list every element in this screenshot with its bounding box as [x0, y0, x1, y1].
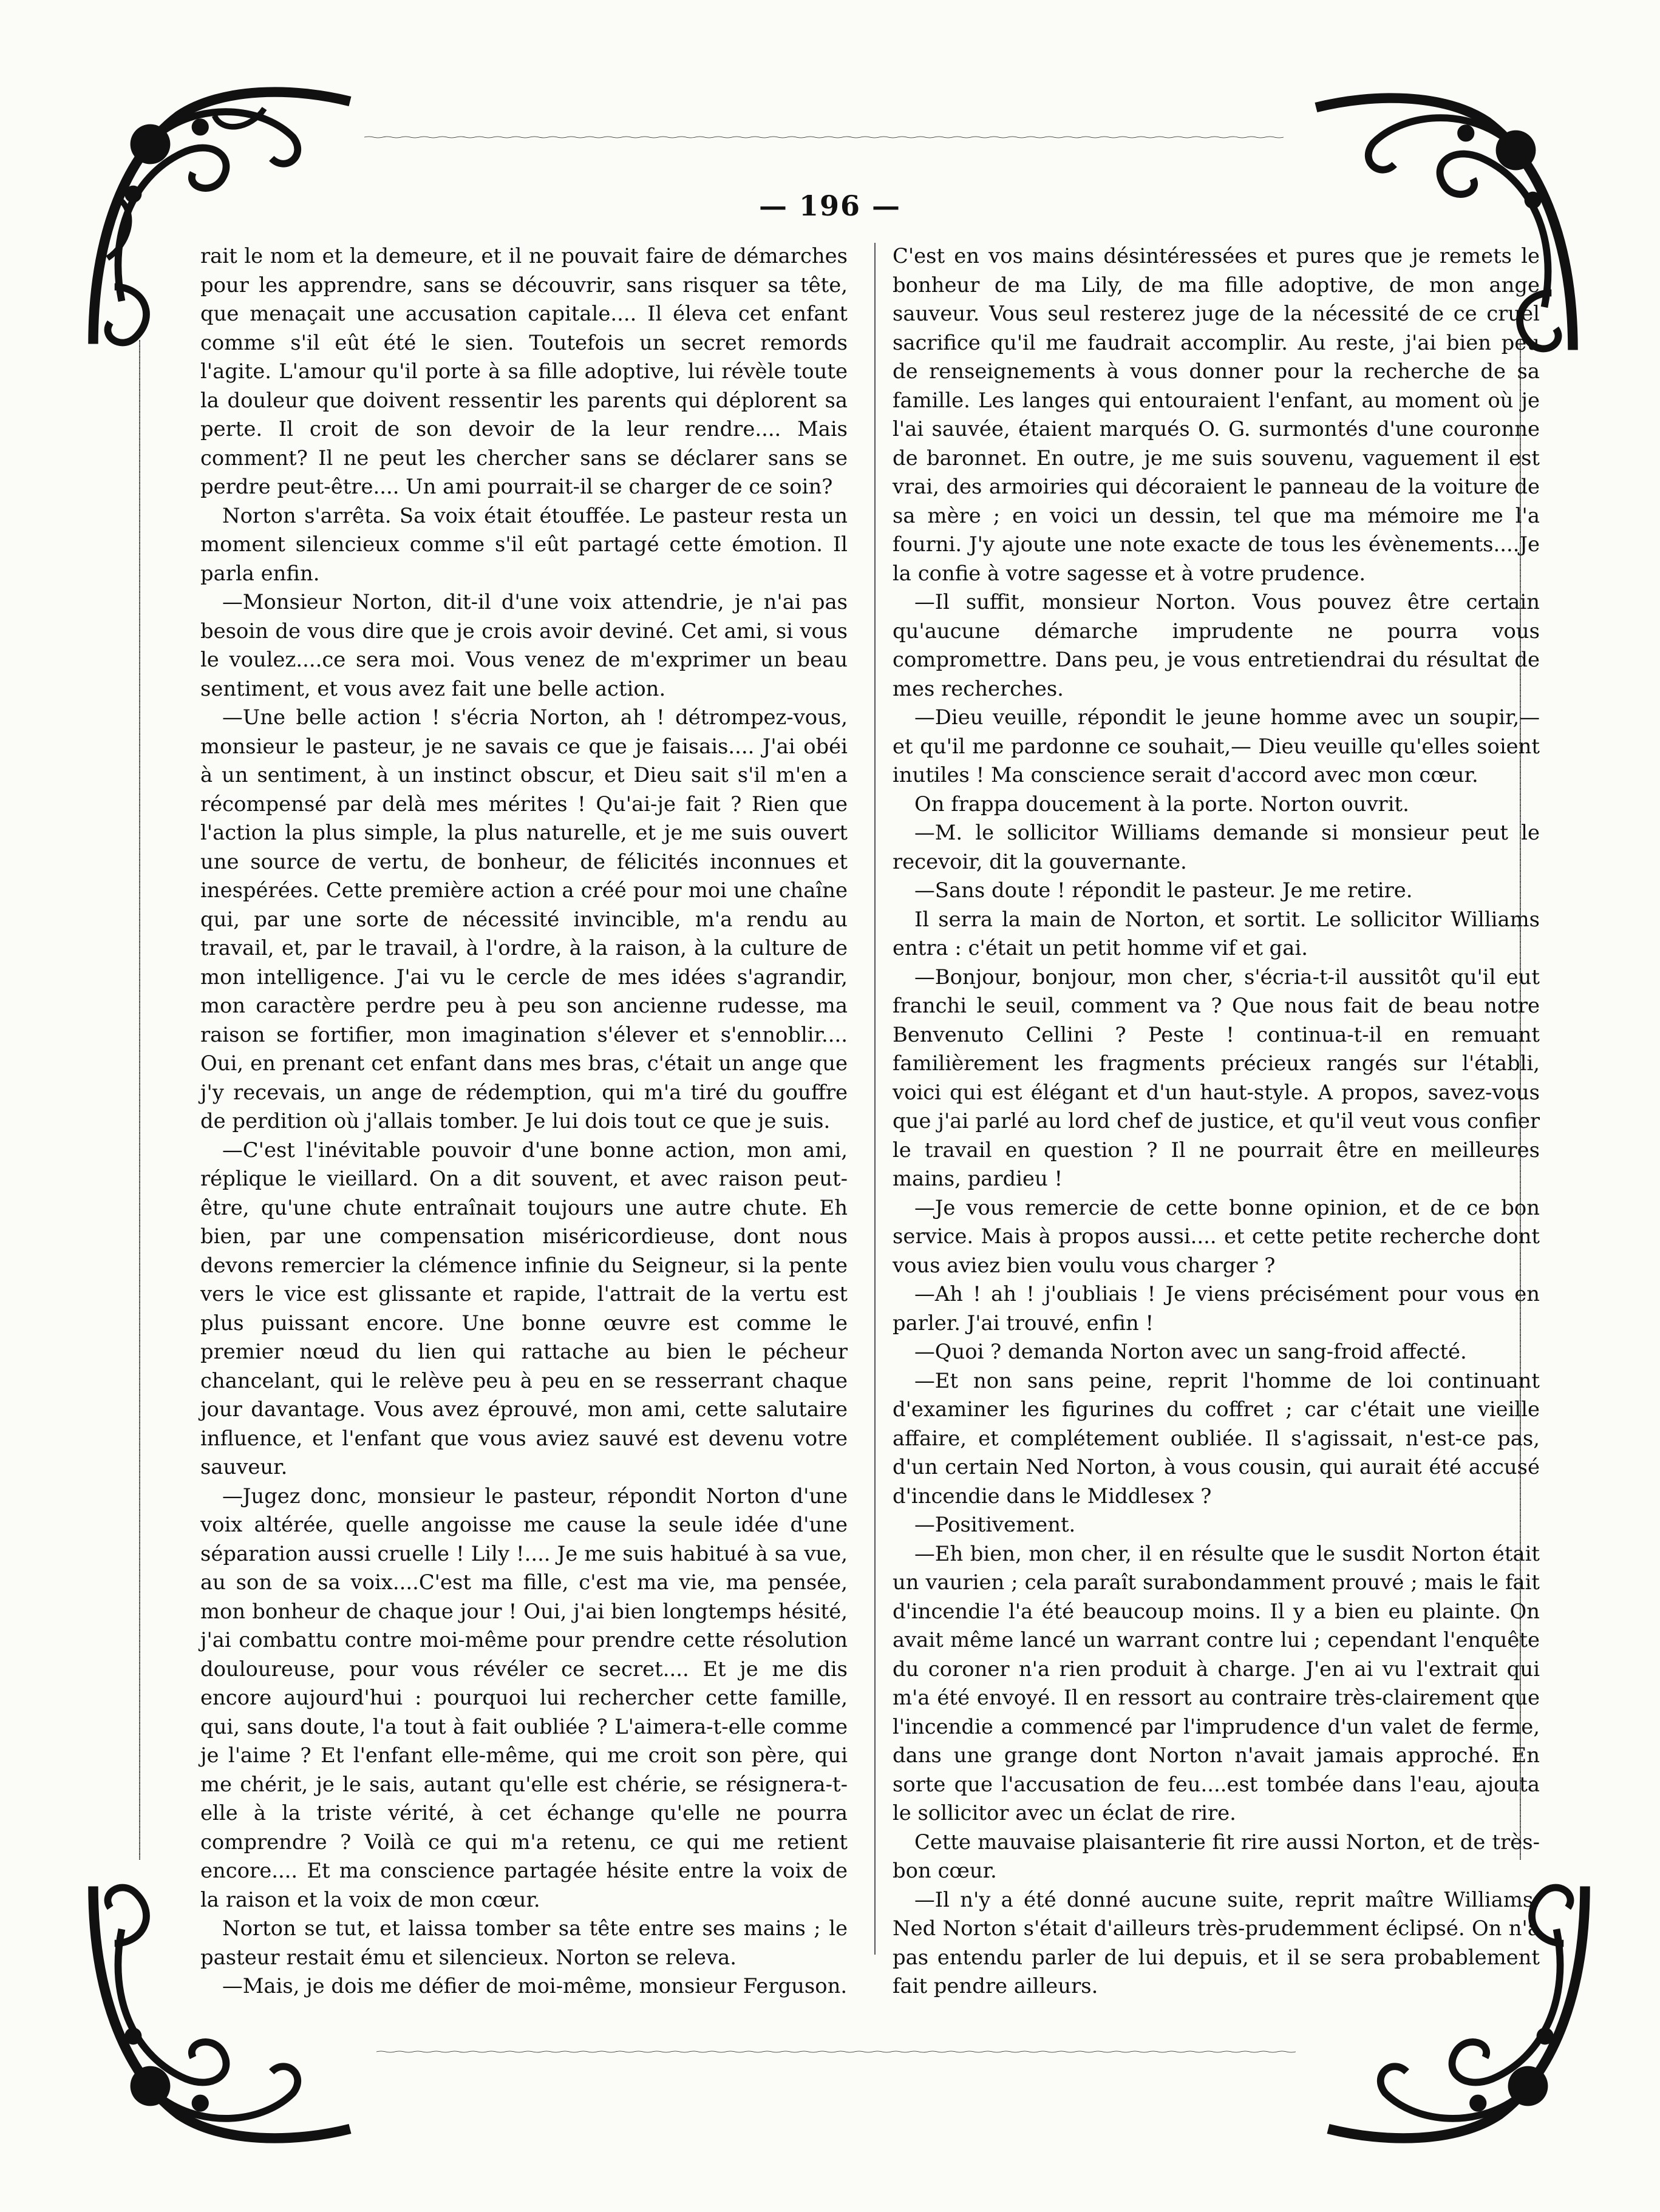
- left-border-rule: [138, 340, 141, 1860]
- paragraph: —Il suffit, monsieur Norton. Vous pouvez être certain qu'aucune démarche imprudente ne pourra vous compromettre. Dans peu, je vous entretiendrai du résultat de mes recherches.: [893, 590, 1540, 701]
- paragraph: —Il n'y a été donné aucune suite, reprit maître Williams. Ned Norton s'était d'ailleurs très-prudemment éclipsé. On n'a pas entendu parler de lui depuis, et il se sera probablement fait pendre ailleurs.: [893, 1887, 1540, 1998]
- paragraph: —M. le sollicitor Williams demande si monsieur peut le recevoir, dit la gouvernante.: [893, 821, 1540, 874]
- paragraph: rait le nom et la demeure, et il ne pouvait faire de démarches pour les apprendre, sans se découvrir, sans risquer sa tête, que menaçait une accusation capitale.... Il éleva cet enfant comme s'il eût été le sien. Toutefois un secret remords l'agite. L'amour qu'il porte à sa fille adoptive, lui révèle toute la douleur que doivent ressentir les parents qui déplorent sa perte. Il croit de son devoir de la leur rendre.... Mais comment? Il ne peut les chercher sans se déclarer sans se perdre peut-être.... Un ami pourrait-il se charger de ce soin?: [200, 244, 848, 498]
- paragraph: —Eh bien, mon cher, il en résulte que le susdit Norton était un vaurien ; cela paraît surabondamment prouvé ; mais le fait d'incendie l'a été beaucoup moins. Il y a bien eu plainte. On avait même lancé un warrant contre lui ; cependant l'enquête du coroner n'a rien produit à charge. J'en ai vu l'extrait qui m'a été envoyé. Il en ressort au contraire très-clairement que l'incendie a commencé par l'imprudence d'un valet de ferme, dans une grange dont Norton n'avait jamais approché. En sorte que l'accusation de feu....est tombée dans l'eau, ajouta le sollicitor avec un éclat de rire.: [893, 1541, 1540, 1825]
- paragraph: —Une belle action ! s'écria Norton, ah ! détrompez-vous, monsieur le pasteur, je ne savais ce que je faisais.... J'ai obéi à un sentiment, à un instinct obscur, et Dieu sait s'il m'en a récompensé par delà mes mérites ! Qu'ai-je fait ? Rien que l'action la plus simple, la plus naturelle, et je me suis ouvert une source de vertu, de bonheur, de félicités inconnues et inespérées. Cette première action a créé pour moi une chaîne qui, par une sorte de nécessité invincible, m'a rendu au travail, et, par le travail, à l'ordre, à la raison, à la culture de mon intelligence. J'ai vu le cercle de mes idées s'agrandir, mon caractère perdre peu à peu son ancienne rudesse, ma raison se fortifier, mon imagination s'élever et s'ennoblir.... Oui, en prenant cet enfant dans mes bras, c'était un ange que j'y recevais, un ange de rédemption, qui m'a tiré du gouffre de perdition où j'allais tomber. Je lui dois tout ce que je suis.: [200, 705, 848, 1133]
- paragraph: —Ah ! ah ! j'oubliais ! Je viens précisément pour vous en parler. J'ai trouvé, enfin !: [893, 1282, 1540, 1335]
- paragraph: —Quoi ? demanda Norton avec un sang-froid affecté.: [914, 1340, 1467, 1363]
- paragraph: C'est en vos mains désintéressées et pures que je remets le bonheur de ma Lily, de ma fille adoptive, de mon ange sauveur. Vous seul resterez juge de la nécessité de ce cruel sacrifice qu'il me faudrait accomplir. Au reste, j'ai bien peu de renseignements à vous donner pour la recherche de sa famille. Les langes qui entouraient l'enfant, au moment où je l'ai sauvée, étaient marqués O. G. surmontés d'une couronne de baronnet. En outre, je me suis souvenu, vaguement il est vrai, des armoiries qui décoraient le panneau de la voiture de sa mère ; en voici un dessin, tel que ma mémoire me l'a fourni. J'y ajoute une note exacte de tous les évènements....Je la confie à votre sagesse et à votre prudence.: [893, 244, 1540, 585]
- paragraph: Cette mauvaise plaisanterie fit rire aussi Norton, et de très-bon cœur.: [893, 1830, 1540, 1882]
- left-column: [200, 242, 848, 2001]
- paragraph: On frappa doucement à la porte. Norton ouvrit.: [914, 792, 1409, 816]
- paragraph: —Monsieur Norton, dit-il d'une voix attendrie, je n'ai pas besoin de vous dire que je crois avoir deviné. Cet ami, si vous le voulez....ce sera moi. Vous venez de m'exprimer un beau sentiment, et vous avez fait une belle action.: [200, 590, 848, 701]
- paragraph: Il serra la main de Norton, et sortit. Le sollicitor Williams entra : c'était un petit homme vif et gai.: [893, 907, 1540, 960]
- paragraph: —Bonjour, bonjour, mon cher, s'écria-t-il aussitôt qu'il eut franchi le seuil, comment va ? Que nous fait de beau notre Benvenuto Cellini ? Peste ! continua-t-il en remuant familièrement les fragments précieux rangés sur l'établi, voici qui est élégant et d'un haut-style. A propos, savez-vous que j'ai parlé au lord chef de justice, et qu'il veut vous confier le travail en question ? Il ne pourrait être en meilleures mains, pardieu !: [893, 965, 1540, 1190]
- paragraph: —Dieu veuille, répondit le jeune homme avec un soupir,— et qu'il me pardonne ce souhait,— Dieu veuille qu'elles soient inutiles ! Ma conscience serait d'accord avec mon cœur.: [893, 705, 1540, 787]
- page-number: — 196 —: [758, 189, 902, 222]
- paragraph: Norton s'arrêta. Sa voix était étouffée. Le pasteur resta un moment silencieux comme s'il eût partagé cette émotion. Il parla enfin.: [200, 503, 848, 585]
- paragraph: Norton se tut, et laissa tomber sa tête entre ses mains ; le pasteur restait ému et silencieux. Norton se releva.: [200, 1916, 848, 1969]
- paragraph: —Jugez donc, monsieur le pasteur, répondit Norton d'une voix altérée, quelle angoisse me cause la seule idée d'une séparation aussi cruelle ! Lily !.... Je me suis habitué à sa vue, au son de sa voix....C'est ma fille, c'est ma vie, ma pensée, mon bonheur de chaque jour ! Oui, j'ai bien longtemps hésité, j'ai combattu contre moi-même pour prendre cette résolution douloureuse, pour vous révéler ce secret.... Et je me dis encore aujourd'hui : pourquoi lui rechercher cette famille, qui, sans doute, l'a tout à fait oubliée ? L'aimera-t-elle comme je l'aime ? Et l'enfant elle-même, qui me croit son père, qui me chérit, je le sais, autant qu'elle est chérie, se résignera-t-elle à la triste vérité, à cet échange qu'elle ne pourra comprendre ? Voilà ce qui m'a retenu, ce qui me retient encore.... Et ma conscience partagée hésite entre la voix de la raison et la voix de mon cœur.: [200, 1484, 848, 1912]
- paragraph: —Mais, je dois me défier de moi-même, monsieur Ferguson.: [222, 1974, 848, 1998]
- right-column: [893, 242, 1540, 2001]
- bottom-border-rule: [376, 2051, 1296, 2053]
- paragraph: —C'est l'inévitable pouvoir d'une bonne action, mon ami, réplique le vieillard. On a dit souvent, et avec raison peut-être, qu'une chute entraînait toujours une autre chute. Eh bien, par une compensation miséricordieuse, dont nous devons remercier la clémence infinie du Seigneur, si la pente vers le vice est glissante et rapide, l'attrait de la vertu est plus puissant encore. Une bonne œuvre est comme le premier nœud du lien qui rattache au bien le pécheur chancelant, qui le relève peu à peu en se resserrant chaque jour davantage. Vous avez éprouvé, mon ami, cette salutaire influence, et l'enfant que vous aviez sauvé est devenu votre sauveur.: [200, 1138, 848, 1479]
- paragraph: —Et non sans peine, reprit l'homme de loi continuant d'examiner les figurines du coffret ; car c'était une vieille affaire, et complétement oubliée. Il s'agissait, n'est-ce pas, d'un certain Ned Norton, à vous cousin, qui aurait été accusé d'incendie dans le Middlesex ?: [893, 1368, 1540, 1508]
- column-divider: [874, 243, 876, 1955]
- top-border-rule: [364, 136, 1284, 138]
- paragraph: —Positivement.: [914, 1513, 1076, 1536]
- paragraph: —Je vous remercie de cette bonne opinion, et de ce bon service. Mais à propos aussi.... et cette petite recherche dont vous aviez bien voulu vous charger ?: [893, 1195, 1540, 1277]
- paragraph: —Sans doute ! répondit le pasteur. Je me retire.: [914, 878, 1413, 902]
